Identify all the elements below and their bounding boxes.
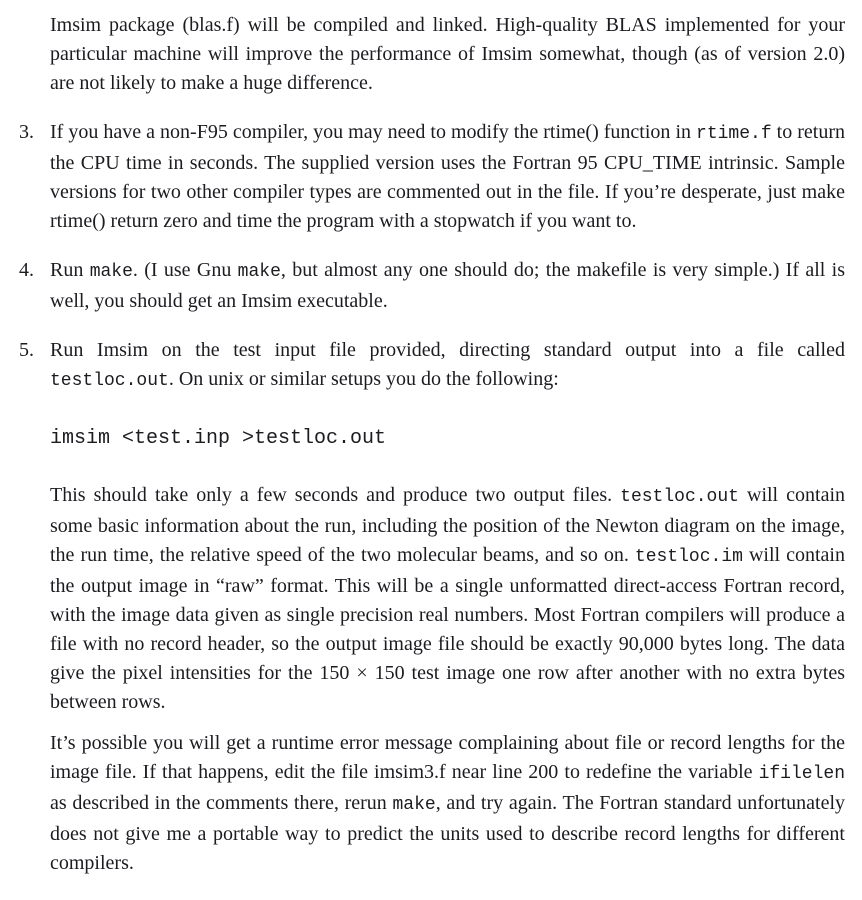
text-segment: to return the CPU time in seconds. The supplied version uses the Fortran 95 CPU_TIME intrinsic. Sample versions for two other compiler types are commented out in the file. If you’re desperate, just make rtime() return zero and time the program with a stopwatch if you want to. [50,121,846,232]
command-line-imsim: imsim <test.inp >testloc.out [50,427,387,450]
text-segment: If you have a non-F95 compiler, you may need to modify the rtime() function in [50,121,697,143]
inline-code-make: make [392,795,436,815]
text-segment: It’s possible you will get a runtime error message complaining about file or record lengths for the image file. If that happens, edit the file imsim3.f near line 200 to redefine the variable [50,732,845,783]
list-item-3-text [50,118,845,236]
text-segment: will contain the output image in “raw” format. This will be a single unformatted direct-access Fortran record, with the image data given as single precision real numbers. Most Fortran compilers will produce a file with no record header, so the output image file should be exactly 90,000 bytes long. The data give the pixel intensities for the 150 × 150 test image one row after another with no extra bytes between rows. [50,544,845,713]
text-segment: Run [50,259,90,281]
text-segment: This should take only a few seconds and produce two output files. [50,484,621,506]
text-segment: . (I use Gnu [132,259,238,281]
inline-code-testloc-im: testloc.im [634,547,743,567]
text-segment: as described in the comments there, rerun [50,792,393,814]
runtime-error-paragraph [50,729,845,878]
inline-code-testloc-out: testloc.out [50,371,169,391]
inline-code-make: make [237,262,281,282]
list-item-5 [19,336,845,396]
list-item-4-text [50,256,845,316]
text-segment: , and try again. The Fortran standard unfortunately does not give me a portable way to predict the units used to describe record lengths for different compilers. [50,792,846,874]
text-segment: . On unix or similar setups you do the following: [168,368,559,390]
continuation-paragraph [50,11,845,98]
inline-code-make: make [89,262,133,282]
list-number-4: 4. [19,259,34,281]
list-item-4 [19,256,846,316]
inline-code-testloc-out: testloc.out [620,487,739,507]
text-segment: Run Imsim on the test input file provided, directing standard output into a file called [50,339,845,361]
inline-code-rtime-f: rtime.f [696,124,772,144]
list-number-5: 5. [19,339,34,361]
output-files-paragraph [50,481,845,717]
inline-code-ifilelen: ifilelen [758,764,845,784]
continuation-paragraph-text: Imsim package (blas.f) will be compiled and linked. High-quality BLAS implemented for your particular machine will improve the performance of Imsim somewhat, though (as of version 2.0) are not likely to make a huge difference. [50,14,845,94]
list-item-3 [19,118,846,236]
list-number-3: 3. [19,121,34,143]
text-segment: , but almost any one should do; the makefile is very simple.) If all is well, you should get an Imsim executable. [50,259,846,312]
list-item-5-text [50,336,845,396]
text-segment: will contain some basic information about the run, including the position of the Newton diagram on the image, the run time, the relative speed of the two molecular beams, and so on. [50,484,846,566]
